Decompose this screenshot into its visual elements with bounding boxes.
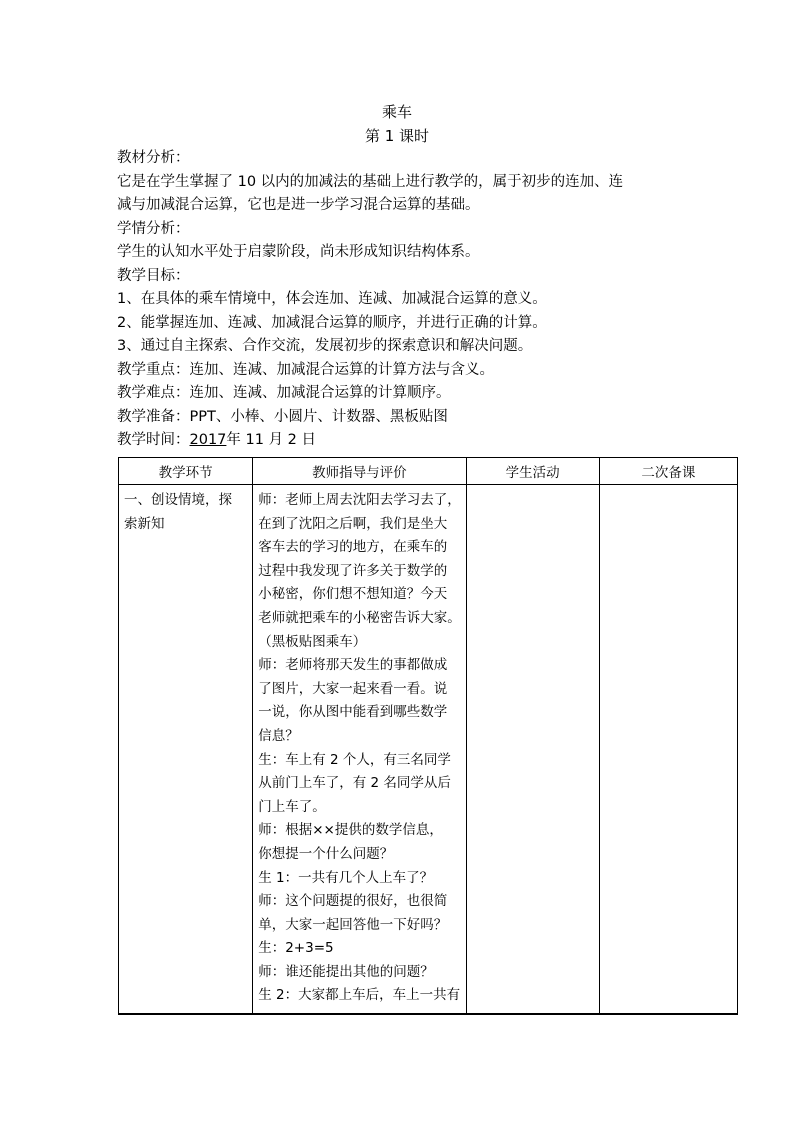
teacher-line: 单，大家一起回答他一下好吗？ [258,916,448,933]
teacher-line: 过程中我发现了许多关于数学的 [258,562,448,579]
table-header-row [119,458,738,485]
teacher-line: 生 2：大家都上车后，车上一共有 [258,987,461,1004]
second-prep-cell [599,485,737,1015]
intro-line: 教学重点：连加、连减、加减混合运算的计算方法与含义。 [117,361,494,378]
teacher-line: 门上车了。 [258,798,326,815]
lesson-number: 第 1 课时 [364,127,430,145]
teacher-line: 师：谁还能提出其他的问题？ [258,963,434,980]
teacher-line: 生 1：一共有几个人上车了？ [258,869,434,886]
teacher-line: 生：车上有 2 个人，有三名同学 [258,751,451,768]
intro-line: 2、能掌握连加、连减、加减混合运算的顺序，并进行正确的计算。 [117,314,547,331]
lesson-plan-table [118,457,738,1015]
teacher-line: 客车去的学习的地方，在乘车的 [258,539,448,556]
teaching-time [117,429,717,453]
intro-line: 3、通过自主探索、合作交流，发展初步的探索意识和解决问题。 [117,338,533,354]
teacher-line: 小秘密，你们想不想知道？今天 [258,586,448,603]
intro-line: 教学难点：连加、连减、加减混合运算的计算顺序。 [117,385,451,401]
header-student-activity: 学生活动 [466,458,599,485]
teacher-line: （黑板贴图乘车） [258,633,367,650]
intro-line: 1、在具体的乘车情境中，体会连加、连减、加减混合运算的意义。 [117,291,547,307]
teacher-line: 一说，你从图中能看到哪些数学 [258,704,448,721]
time-year: 2017 [189,432,227,448]
lesson-intro [117,147,717,453]
teacher-line: 老师就把乘车的小秘密告诉大家。 [258,609,461,626]
intro-line: 它是在学生掌握了 10 以内的加减法的基础上进行教学的，属于初步的连加、连 [117,173,624,190]
teacher-line: 从前门上车了，有 2 名同学从后 [258,775,451,792]
teacher-cell [253,485,466,1015]
header-second-prep: 二次备课 [599,458,737,485]
teacher-line: 信息？ [258,727,299,744]
teacher-line: 师：这个问题提的很好，也很简 [258,893,448,910]
intro-line: 学生的认知水平处于启蒙阶段，尚未形成知识结构体系。 [117,244,480,260]
intro-line: 减与加减混合运算，它也是进一步学习混合运算的基础。 [117,197,480,213]
intro-line: 教学准备：PPT、小棒、小圆片、计数器、黑板贴图 [117,408,448,425]
intro-line: 学情分析： [117,220,190,237]
intro-line: 教学目标： [117,267,190,284]
teacher-line: 了图片，大家一起来看一看。说 [258,680,448,697]
stage-line: 索新知 [124,515,165,532]
header-teacher-guidance: 教师指导与评价 [253,458,466,485]
student-activity-cell [466,485,599,1015]
intro-line: 教材分析： [117,150,190,166]
teacher-line: 在到了沈阳之后啊，我们是坐大 [258,515,448,532]
document-title: 乘车 [381,103,412,121]
header-stage: 教学环节 [119,458,253,485]
teacher-line: 师：老师将那天发生的事都做成 [258,657,448,674]
time-label: 教学时间： [117,432,190,448]
table-row [119,485,738,1015]
teacher-line: 生：2+3=5 [258,940,334,957]
teacher-line: 师：老师上周去沈阳去学习去了， [258,492,461,508]
teacher-line: 师：根据××提供的数学信息， [258,822,443,839]
teacher-line: 你想提一个什么问题？ [258,845,394,862]
stage-cell [119,485,253,1015]
stage-line: 一、创设情境，探 [124,492,232,508]
time-rest: 年 11 月 2 日 [226,432,317,448]
